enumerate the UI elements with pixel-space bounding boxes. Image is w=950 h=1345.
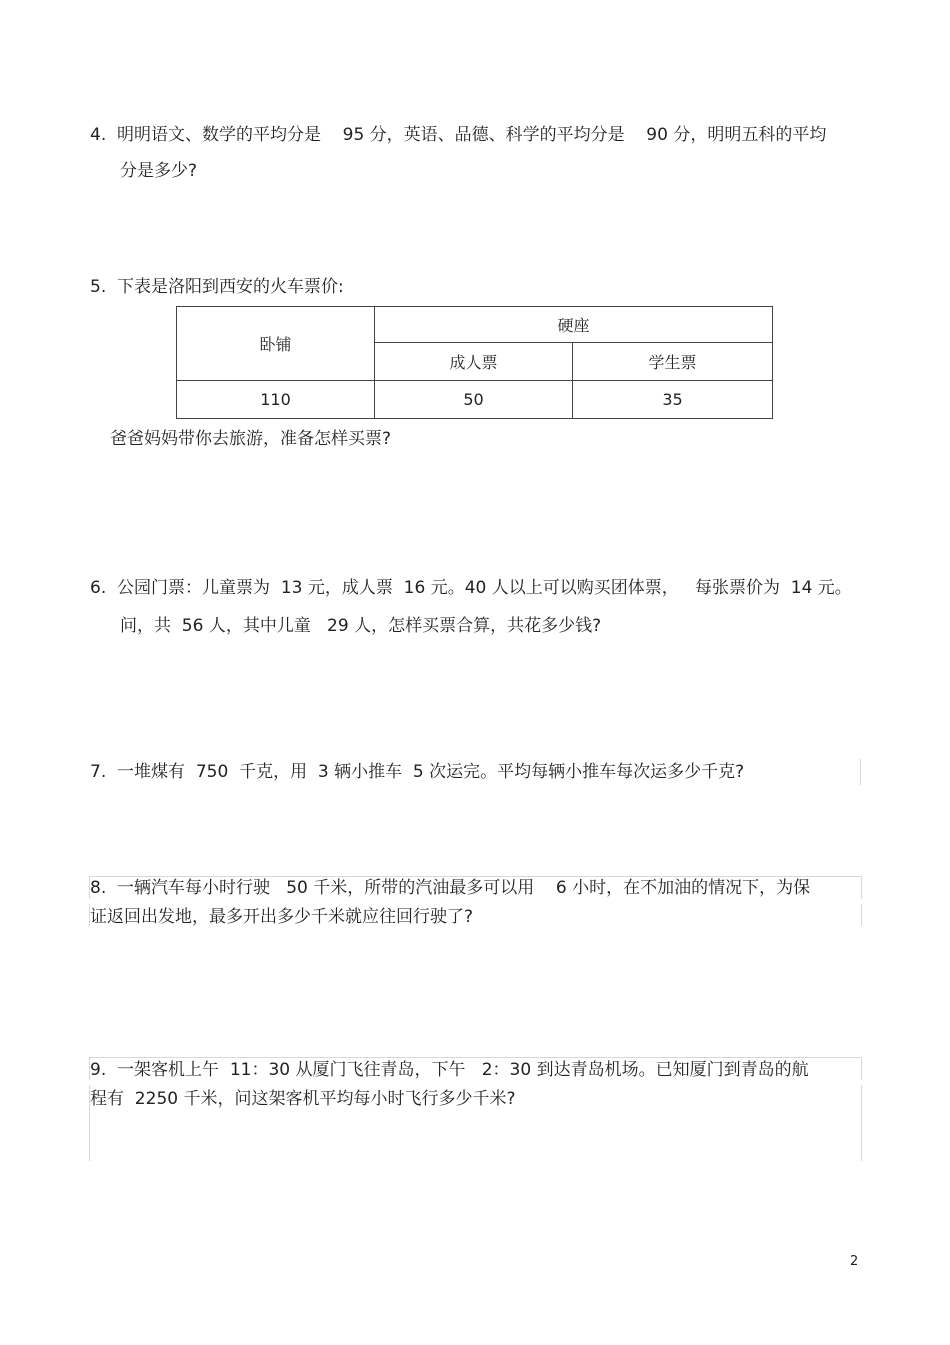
- cell-sleeper-price: 110: [177, 381, 375, 419]
- question-7-line-1: 7. 一堆煤有 750 千克，用 3 辆小推车 5 次运完。平均每辆小推车每次运多少千克?: [90, 762, 745, 782]
- header-adult-ticket: 成人票: [375, 343, 573, 381]
- question-8-line-1: 8. 一辆汽车每小时行驶 50 千米，所带的汽油最多可以用 6 小时，在不加油的情况下，为保: [90, 878, 811, 898]
- question-9-line-1: 9. 一架客机上午 11：30 从厦门飞往青岛，下午 2：30 到达青岛机场。已知厦门到青岛的航: [90, 1060, 809, 1080]
- cell-student-price: 35: [573, 381, 773, 419]
- question-6-line-1: 6. 公园门票：儿童票为 13 元，成人票 16 元。40 人以上可以购买团体票， 每张票价为 14 元。: [90, 578, 852, 598]
- page-number: 2: [850, 1254, 859, 1269]
- header-student-ticket: 学生票: [573, 343, 773, 381]
- train-fare-table: [176, 306, 773, 419]
- question-5-line-1: 5. 下表是洛阳到西安的火车票价:: [90, 277, 344, 297]
- question-5-prompt: 爸爸妈妈带你去旅游，准备怎样买票?: [110, 429, 392, 449]
- question-9-line-2: 程有 2250 千米，问这架客机平均每小时飞行多少千米?: [90, 1089, 516, 1109]
- header-sleeper: 卧铺: [177, 307, 375, 381]
- question-8-line-2: 证返回出发地，最多开出多少千米就应往回行驶了?: [90, 907, 474, 927]
- question-4-line-2: 分是多少?: [120, 161, 198, 181]
- cell-adult-price: 50: [375, 381, 573, 419]
- question-7-frame-edge: [860, 759, 861, 785]
- question-6-line-2: 问，共 56 人，其中儿童 29 人，怎样买票合算，共花多少钱?: [120, 616, 602, 636]
- header-hard-seat: 硬座: [375, 307, 773, 343]
- question-4-line-1: 4. 明明语文、数学的平均分是 95 分，英语、品德、科学的平均分是 90 分，明明五科的平均: [90, 125, 827, 145]
